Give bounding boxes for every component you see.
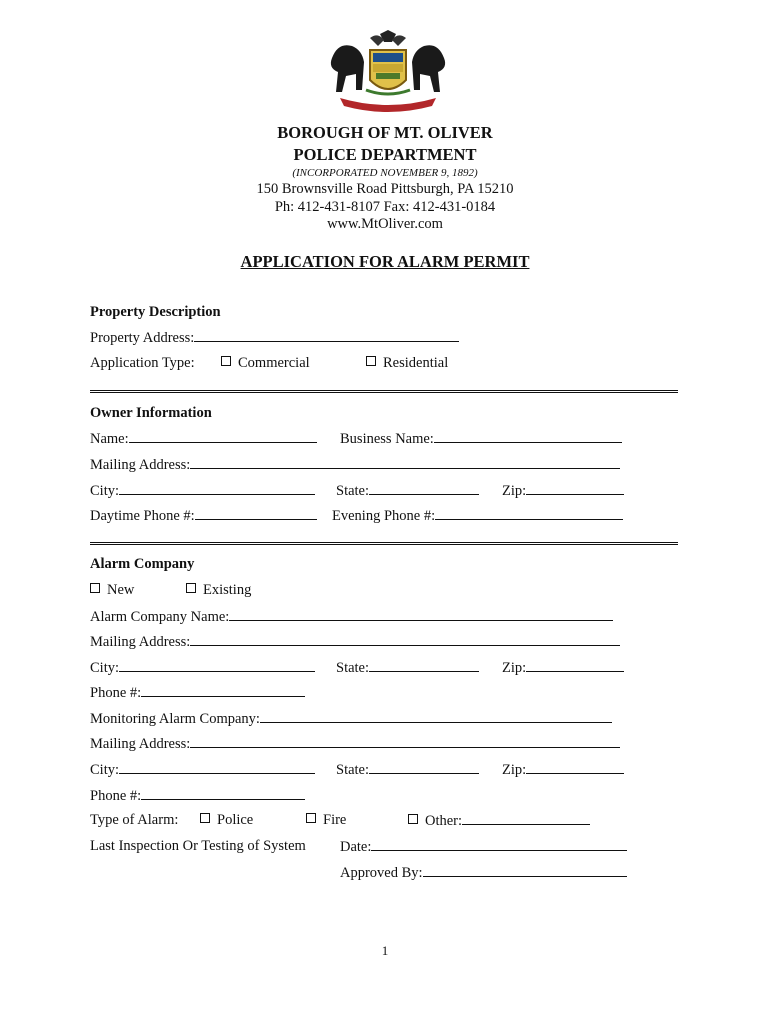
monitoring-zip-row — [502, 761, 624, 779]
monitoring-company-label: Monitoring Alarm Company: — [90, 711, 260, 727]
application-type-label: Application Type: — [90, 355, 195, 371]
section-divider — [90, 390, 678, 393]
police-label: Police — [217, 812, 254, 828]
incorporation-note: (INCORPORATED NOVEMBER 9, 1892) — [292, 167, 478, 179]
monitoring-phone-field[interactable] — [141, 787, 305, 800]
owner-zip-row — [502, 482, 624, 500]
police-option[interactable] — [200, 812, 253, 829]
existing-checkbox[interactable] — [186, 583, 196, 593]
other-option[interactable] — [408, 812, 590, 830]
monitoring-zip-field[interactable] — [526, 761, 624, 774]
fire-checkbox[interactable] — [306, 813, 316, 823]
property-address-label: Property Address: — [90, 330, 195, 346]
inspection-label: Last Inspection Or Testing of System — [90, 838, 306, 854]
new-checkbox[interactable] — [90, 583, 100, 593]
other-field[interactable] — [462, 812, 590, 825]
owner-city-label: City: — [90, 483, 120, 499]
business-name-label: Business Name: — [340, 431, 434, 447]
existing-label: Existing — [203, 582, 252, 598]
commercial-option[interactable] — [221, 355, 310, 372]
alarm-city-field[interactable] — [119, 659, 315, 672]
owner-state-field[interactable] — [369, 482, 479, 495]
monitoring-phone-label: Phone #: — [90, 788, 142, 804]
daytime-phone-row — [90, 507, 317, 525]
residential-label: Residential — [383, 355, 449, 371]
owner-state-label: State: — [336, 483, 370, 499]
owner-name-label: Name: — [90, 431, 129, 447]
approved-by-label: Approved By: — [340, 865, 423, 881]
business-name-row — [340, 430, 622, 448]
alarm-company-field[interactable] — [229, 608, 613, 621]
section-divider — [90, 542, 678, 545]
new-option[interactable] — [90, 582, 134, 599]
evening-phone-field[interactable] — [435, 507, 623, 520]
owner-name-field[interactable] — [129, 430, 317, 443]
owner-name-row — [90, 430, 317, 448]
monitoring-company-field[interactable] — [260, 710, 612, 723]
daytime-phone-field[interactable] — [195, 507, 317, 520]
alarm-zip-row — [502, 659, 624, 677]
phone-fax: Ph: 412-431-8107 Fax: 412-431-0184 — [274, 199, 496, 215]
monitoring-mailing-field[interactable] — [190, 735, 620, 748]
date-label: Date: — [340, 839, 372, 855]
owner-zip-label: Zip: — [502, 483, 527, 499]
monitoring-city-field[interactable] — [119, 761, 315, 774]
alarm-phone-row — [90, 684, 305, 702]
owner-zip-field[interactable] — [526, 482, 624, 495]
commercial-label: Commercial — [238, 355, 310, 371]
monitoring-mailing-label: Mailing Address: — [90, 736, 191, 752]
alarm-mailing-label: Mailing Address: — [90, 634, 191, 650]
date-row — [340, 838, 627, 856]
alarm-city-label: City: — [90, 660, 120, 676]
residential-option[interactable] — [366, 355, 448, 372]
fire-label: Fire — [323, 812, 347, 828]
owner-city-row — [90, 482, 315, 500]
org-name: BOROUGH OF MT. OLIVER — [277, 123, 493, 142]
alarm-state-field[interactable] — [369, 659, 479, 672]
owner-heading: Owner Information — [90, 405, 212, 421]
other-label: Other: — [425, 813, 463, 829]
alarm-heading: Alarm Company — [90, 556, 195, 572]
commercial-checkbox[interactable] — [221, 356, 231, 366]
alarm-mailing-row — [90, 633, 620, 651]
evening-phone-label: Evening Phone #: — [332, 508, 436, 524]
alarm-phone-field[interactable] — [141, 684, 305, 697]
form-title: APPLICATION FOR ALARM PERMIT — [240, 252, 530, 271]
borough-seal-logo — [318, 28, 458, 118]
approved-by-field[interactable] — [423, 864, 627, 877]
residential-checkbox[interactable] — [366, 356, 376, 366]
monitoring-state-field[interactable] — [369, 761, 479, 774]
business-name-field[interactable] — [434, 430, 622, 443]
alarm-company-row — [90, 608, 613, 626]
monitoring-state-row — [336, 761, 479, 779]
alarm-city-row — [90, 659, 315, 677]
other-checkbox[interactable] — [408, 814, 418, 824]
alarm-phone-label: Phone #: — [90, 685, 142, 701]
alarm-state-label: State: — [336, 660, 370, 676]
monitoring-company-row — [90, 710, 612, 728]
monitoring-state-label: State: — [336, 762, 370, 778]
alarm-zip-label: Zip: — [502, 660, 527, 676]
monitoring-phone-row — [90, 787, 305, 805]
new-label: New — [107, 582, 135, 598]
monitoring-mailing-row — [90, 735, 620, 753]
owner-mailing-field[interactable] — [190, 456, 620, 469]
owner-mailing-row — [90, 456, 620, 474]
daytime-phone-label: Daytime Phone #: — [90, 508, 195, 524]
monitoring-city-row — [90, 761, 315, 779]
owner-mailing-label: Mailing Address: — [90, 457, 191, 473]
property-address-row — [90, 329, 459, 347]
police-checkbox[interactable] — [200, 813, 210, 823]
existing-option[interactable] — [186, 582, 251, 599]
page-number: 1 — [381, 943, 389, 958]
alarm-state-row — [336, 659, 479, 677]
monitoring-zip-label: Zip: — [502, 762, 527, 778]
department-name: POLICE DEPARTMENT — [293, 145, 477, 164]
evening-phone-row — [332, 507, 623, 525]
website: www.MtOliver.com — [327, 216, 443, 232]
monitoring-city-label: City: — [90, 762, 120, 778]
approved-by-row — [340, 864, 627, 882]
owner-state-row — [336, 482, 479, 500]
owner-city-field[interactable] — [119, 482, 315, 495]
fire-option[interactable] — [306, 812, 346, 829]
property-heading: Property Description — [90, 304, 221, 320]
alarm-mailing-field[interactable] — [190, 633, 620, 646]
property-address-field[interactable] — [194, 329, 459, 342]
street-address: 150 Brownsville Road Pittsburgh, PA 15210 — [256, 181, 514, 197]
date-field[interactable] — [371, 838, 627, 851]
alarm-zip-field[interactable] — [526, 659, 624, 672]
alarm-type-label: Type of Alarm: — [90, 812, 179, 828]
alarm-company-label: Alarm Company Name: — [90, 609, 230, 625]
